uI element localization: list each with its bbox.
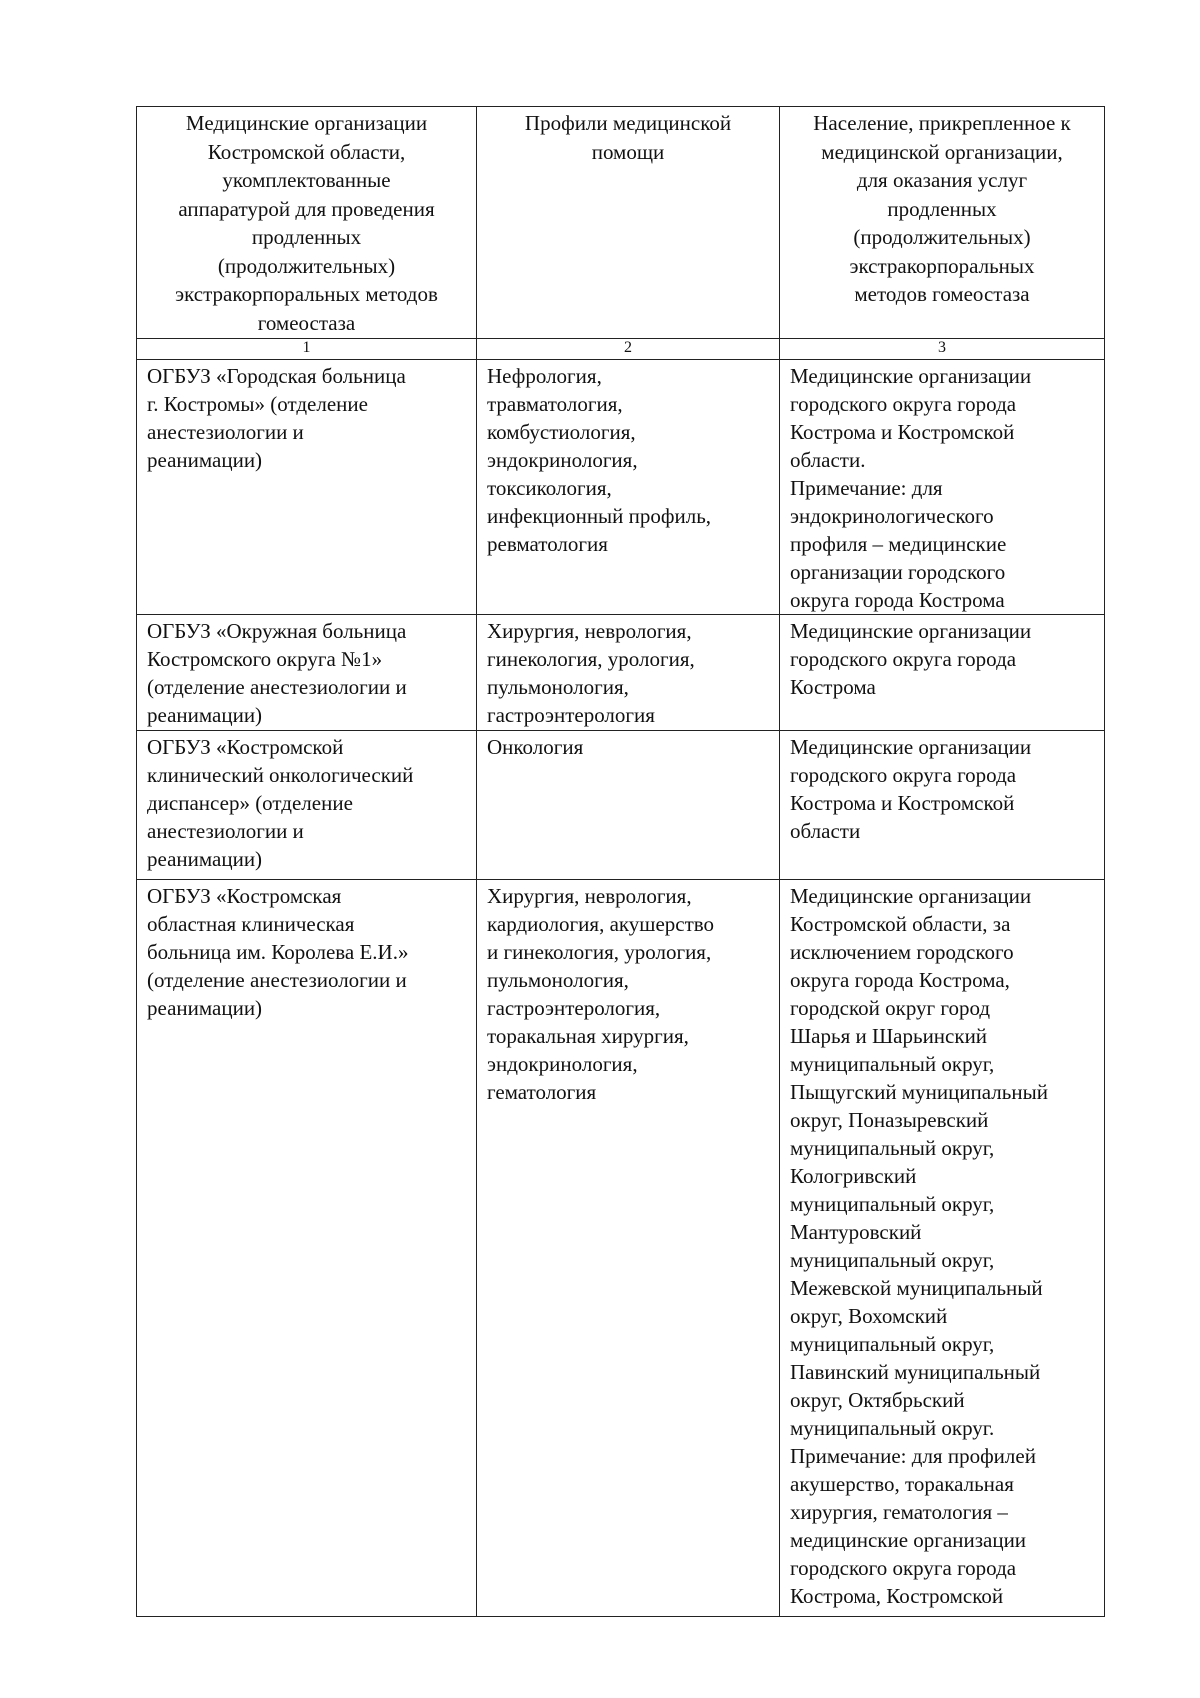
column-number: 1	[137, 339, 477, 360]
population-cell: Медицинские организации городского округа города Кострома	[780, 615, 1105, 731]
column-number-row	[137, 339, 1105, 360]
table-row	[137, 615, 1105, 731]
profiles-cell: Нефрология, травматология, комбустиология, эндокринология, токсикология, инфекционный профиль, ревматология	[477, 360, 780, 615]
table-header-row	[137, 107, 1105, 339]
header-profiles: Профили медицинской помощи	[477, 107, 780, 339]
profiles-cell: Хирургия, неврология, гинекология, урология, пульмонология, гастроэнтерология	[477, 615, 780, 731]
population-cell: Медицинские организации Костромской области, за исключением городского округа города Кострома, городской округ город Шарья и Шарьинский муниципальный округ, Пыщугский муниципальный округ, Поназыревский муниципальный округ, Кологривский муниципальный округ, Мантуровский муниципальный округ, Межевской муниципальный округ, Вохомский муниципальный округ, Павинский муниципальный округ, Октябрьский муниципальный округ. Примечание: для профилей акушерство, торакальная хирургия, гематология – медицинские организации городского округа города Кострома, Костромской	[780, 880, 1105, 1617]
population-cell: Медицинские организации городского округа города Кострома и Костромской области. Примечание: для эндокринологического профиля – медицинские организации городского округа города Кострома	[780, 360, 1105, 615]
organization-cell: ОГБУЗ «Костромской клинический онкологический диспансер» (отделение анестезиологии и реанимации)	[137, 731, 477, 880]
column-number: 3	[780, 339, 1105, 360]
profiles-cell: Хирургия, неврология, кардиология, акушерство и гинекология, урология, пульмонология, гастроэнтерология, торакальная хирургия, эндокринология, гематология	[477, 880, 780, 1617]
header-population: Население, прикрепленное к медицинской организации, для оказания услуг продленных (продолжительных) экстракорпоральных методов гомеостаза	[780, 107, 1105, 339]
population-cell: Медицинские организации городского округа города Кострома и Костромской области	[780, 731, 1105, 880]
column-number: 2	[477, 339, 780, 360]
organizations-table	[136, 106, 1105, 1617]
table-row	[137, 360, 1105, 615]
organization-cell: ОГБУЗ «Костромская областная клиническая больница им. Королева Е.И.» (отделение анестезиологии и реанимации)	[137, 880, 477, 1617]
profiles-cell: Онкология	[477, 731, 780, 880]
organization-cell: ОГБУЗ «Окружная больница Костромского округа №1» (отделение анестезиологии и реанимации)	[137, 615, 477, 731]
table-row	[137, 880, 1105, 1617]
header-organizations: Медицинские организации Костромской области, укомплектованные аппаратурой для проведения продленных (продолжительных) экстракорпоральных методов гомеостаза	[137, 107, 477, 339]
table-row	[137, 731, 1105, 880]
organization-cell: ОГБУЗ «Городская больница г. Костромы» (отделение анестезиологии и реанимации)	[137, 360, 477, 615]
